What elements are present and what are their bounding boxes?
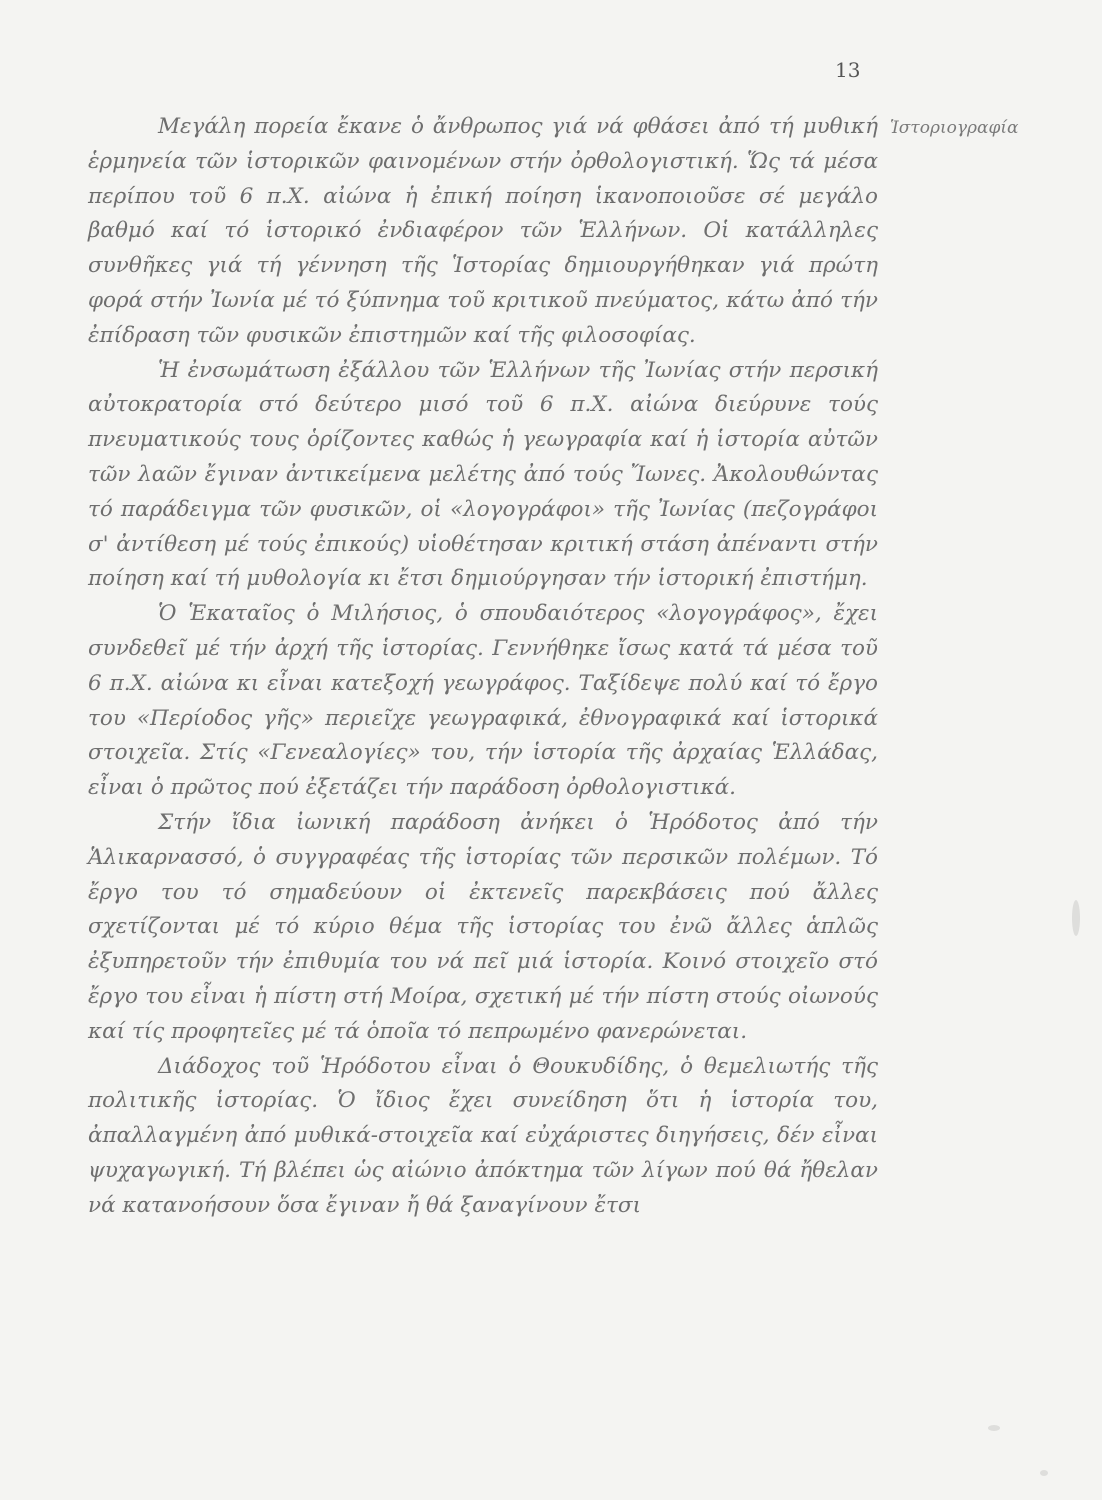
- paragraph-5: Διάδοχος τοῦ Ἡρόδοτου εἶναι ὁ Θουκυδίδης, ὁ θεμελιωτής τῆς πολιτικῆς ἱστορίας. Ὁ ἴδιος ἔχει συνείδηση ὅτι ἡ ἱστορία του, ἀπαλλαγμένη ἀπό μυθικά-στοιχεῖα καί εὐχάριστες διηγήσεις, δέν εἶναι ψυχαγωγική. Τή βλέπει ὡς αἰώνιο ἀπόκτημα τῶν λίγων πού θά ἤθελαν νά κατανοήσουν ὅσα ἔγιναν ἤ θά ξαναγίνουν ἔτσι: [88, 1053, 878, 1218]
- paper-mark: [1040, 1470, 1048, 1476]
- paragraph-4: Στήν ἴδια ἰωνική παράδοση ἀνήκει ὁ Ἡρόδοτος ἀπό τήν Ἁλικαρνασσό, ὁ συγγραφέας τῆς ἱστορίας τῶν περσικῶν πολέμων. Τό ἔργο του τό σημαδεύουν οἱ ἐκτενεῖς παρεκβάσεις πού ἄλλες σχετίζονται μέ τό κύριο θέμα τῆς ἱστορίας του ἐνῶ ἄλλες ἁπλῶς ἐξυπηρετοῦν τήν ἐπιθυμία του νά πεῖ μιά ἱστορία. Κοινό στοιχεῖο στό ἔργο του εἶναι ἡ πίστη στή Μοίρα, σχετική μέ τήν πίστη στούς οἰωνούς καί τίς προφητεῖες μέ τά ὁποῖα τό πεπρωμένο φανερώνεται.: [88, 809, 878, 1044]
- paragraph-1: Μεγάλη πορεία ἔκανε ὁ ἄνθρωπος γιά νά φθάσει ἀπό τή μυθική ἑρμηνεία τῶν ἱστορικῶν φαινομένων στήν ὀρθολογιστική. Ὥς τά μέσα περίπου τοῦ 6 π.Χ. αἰώνα ἡ ἐπική ποίηση ἱκανοποιοῦσε σέ μεγάλο βαθμό καί τό ἱστορικό ἐνδιαφέρον τῶν Ἑλλήνων. Οἱ κατάλληλες συνθῆκες γιά τή γέννηση τῆς Ἱστορίας δημιουργήθηκαν γιά πρώτη φορά στήν Ἰωνία μέ τό ξύπνημα τοῦ κριτικοῦ πνεύματος, κάτω ἀπό τήν ἐπίδραση τῶν φυσικῶν ἐπιστημῶν καί τῆς φιλοσοφίας.: [88, 114, 878, 348]
- body-text: [88, 110, 878, 1224]
- paragraph-2: Ἡ ἐνσωμάτωση ἐξάλλου τῶν Ἑλλήνων τῆς Ἰωνίας στήν περσική αὐτοκρατορία στό δεύτερο μισό τοῦ 6 π.Χ. αἰώνα διεύρυνε τούς πνευματικούς τους ὁρίζοντες καθώς ἡ γεωγραφία καί ἡ ἱστορία αὐτῶν τῶν λαῶν ἔγιναν ἀντικείμενα μελέτης ἀπό τούς Ἴωνες. Ἀκολουθώντας τό παράδειγμα τῶν φυσικῶν, οἱ «λογογράφοι» τῆς Ἰωνίας (πεζογράφοι σ' ἀντίθεση μέ τούς ἐπικούς) υἱοθέτησαν κριτική στάση ἀπέναντι στήν ποίηση καί τή μυθολογία κι ἔτσι δημιούργησαν τήν ἱστορική ἐπιστήμη.: [88, 357, 878, 592]
- paper-mark: [988, 1425, 1000, 1431]
- paper-mark: [1072, 900, 1080, 936]
- margin-note: Ἱστοριογραφία: [890, 118, 1019, 138]
- paragraph-3: Ὁ Ἑκαταῖος ὁ Μιλήσιος, ὁ σπουδαιότερος «λογογράφος», ἔχει συνδεθεῖ μέ τήν ἀρχή τῆς ἱστορίας. Γεννήθηκε ἴσως κατά τά μέσα τοῦ 6 π.Χ. αἰώνα κι εἶναι κατεξοχή γεωγράφος. Ταξίδεψε πολύ καί τό ἔργο του «Περίοδος γῆς» περιεῖχε γεωγραφικά, ἐθνογραφικά καί ἱστορικά στοιχεῖα. Στίς «Γενεαλογίες» του, τήν ἱστορία τῆς ἀρχαίας Ἑλλάδας, εἶναι ὁ πρῶτος πού ἐξετάζει τήν παράδοση ὀρθολογιστικά.: [88, 601, 878, 801]
- page-number: 13: [835, 58, 861, 82]
